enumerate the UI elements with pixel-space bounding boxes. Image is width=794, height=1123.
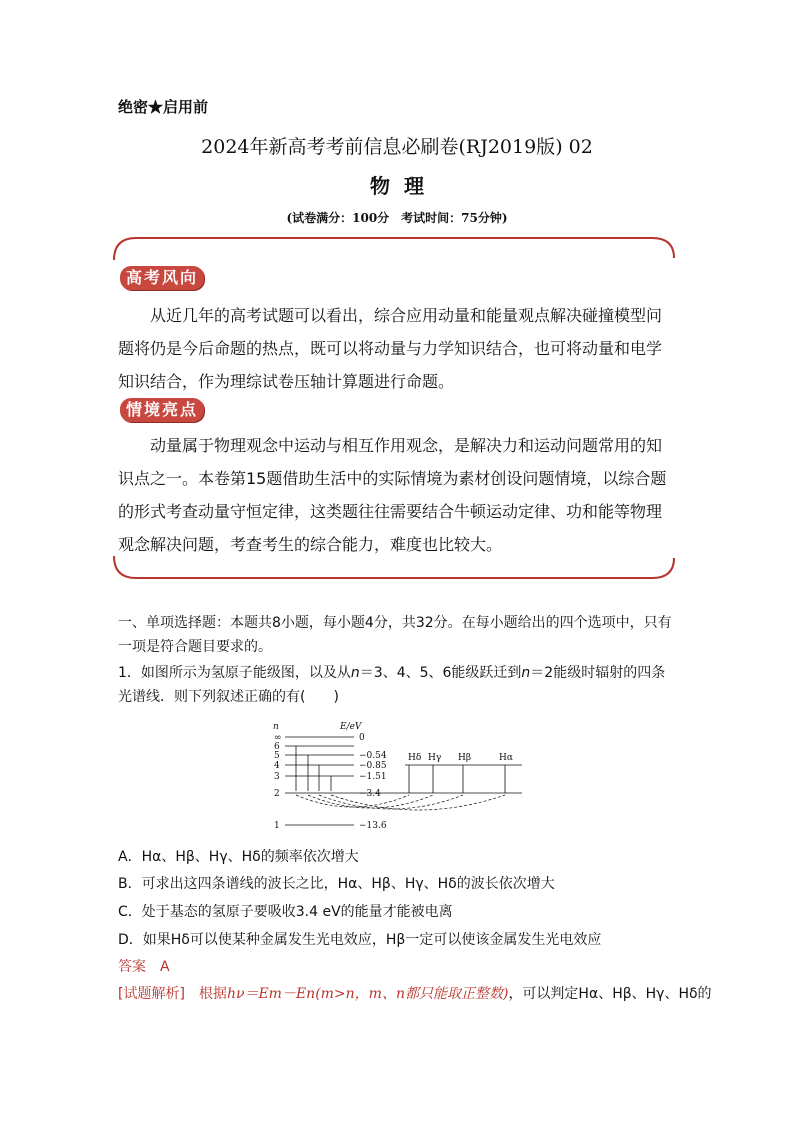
analysis-formula: hν＝Em－En(m>n，m、n都只能取正整数) [226,986,509,1002]
spectral-line-label: Hδ [408,753,422,763]
n-axis-label: n [273,722,279,732]
level-n-label: ∞ [274,733,282,743]
exam-title: 2024年新高考考前信息必刷卷(RJ2019版) 02 [201,136,593,158]
badge-scenario-highlight: 情境亮点 [120,398,204,422]
option-c: C．处于基态的氢原子要吸收3.4 eV的能量才能被电离 [118,904,453,920]
level-n-label: 1 [274,821,280,831]
spectral-line-label: Hβ [458,753,472,763]
option-a: A．Hα、Hβ、Hγ、Hδ的频率依次增大 [118,849,359,865]
level-n-label: 6 [274,742,280,752]
option-d: D．如果Hδ可以使某种金属发生光电效应，Hβ一定可以使该金属发生光电效应 [118,932,602,948]
level-energy-label: −0.54 [359,751,387,761]
exam-info: (试卷满分：100分 考试时间：75分钟) [286,211,508,225]
question-1-stem: 1．如图所示为氢原子能级图，以及从n＝3、4、5、6能级跃迁到n＝2能级时辐射的四条光谱线．则下列叙述正确的有( ) [118,665,666,705]
energy-axis-label: E/eV [340,722,362,732]
level-energy-label: 0 [359,733,365,743]
level-energy-label: −0.85 [359,761,387,771]
level-energy-labels [359,733,387,831]
level-n-label: 2 [274,789,280,799]
option-b: B．可求出这四条谱线的波长之比，Hα、Hβ、Hγ、Hδ的波长依次增大 [118,876,555,892]
level-energy-label: −3.4 [359,789,381,799]
level-number-labels [274,733,282,831]
badge-exam-trend: 高考风向 [120,266,204,290]
scenario-paragraph: 动量属于物理观念中运动与相互作用观念，是解决力和运动问题常用的知识点之一。本卷第15题借助生活中的实际情境为素材创设问题情境，以综合题的形式考查动量守恒定律，这类题往往需要结合牛顿运动定律、功和能等物理观念解决问题，考查考生的综合能力，难度也比较大。 [118,436,667,554]
level-n-label: 3 [274,772,280,782]
trend-paragraph: 从近几年的高考试题可以看出，综合应用动量和能量观点解决碰撞模型问题将仍是今后命题的热点，既可以将动量与力学知识结合，也可将动量和电学知识结合，作为理综试卷压轴计算题进行命题。 [118,306,663,391]
section-heading: 一、单项选择题：本题共8小题，每小题4分，共32分。在每小题给出的四个选项中，只有一项是符合题目要求的。 [118,615,672,655]
answer-line: 答案 A [118,959,170,975]
analysis-line: [试题解析] 根据hν＝Em－En(m>n，m、n都只能取正整数)，可以判定Hα、Hβ、Hγ、Hδ的 [118,986,712,1002]
hydrogen-energy-level-diagram [262,717,532,837]
level-n-label: 4 [274,761,280,771]
spectral-line-label: Hα [499,753,513,763]
level-energy-label: −1.51 [359,772,387,782]
level-energy-label: −13.6 [359,821,387,831]
spectral-line-label: Hγ [428,753,442,763]
confidential-label: 绝密★启用前 [118,98,209,116]
subject-heading: 物理 [370,174,438,198]
level-n-label: 5 [274,751,280,761]
spectral-line-labels [408,753,513,763]
